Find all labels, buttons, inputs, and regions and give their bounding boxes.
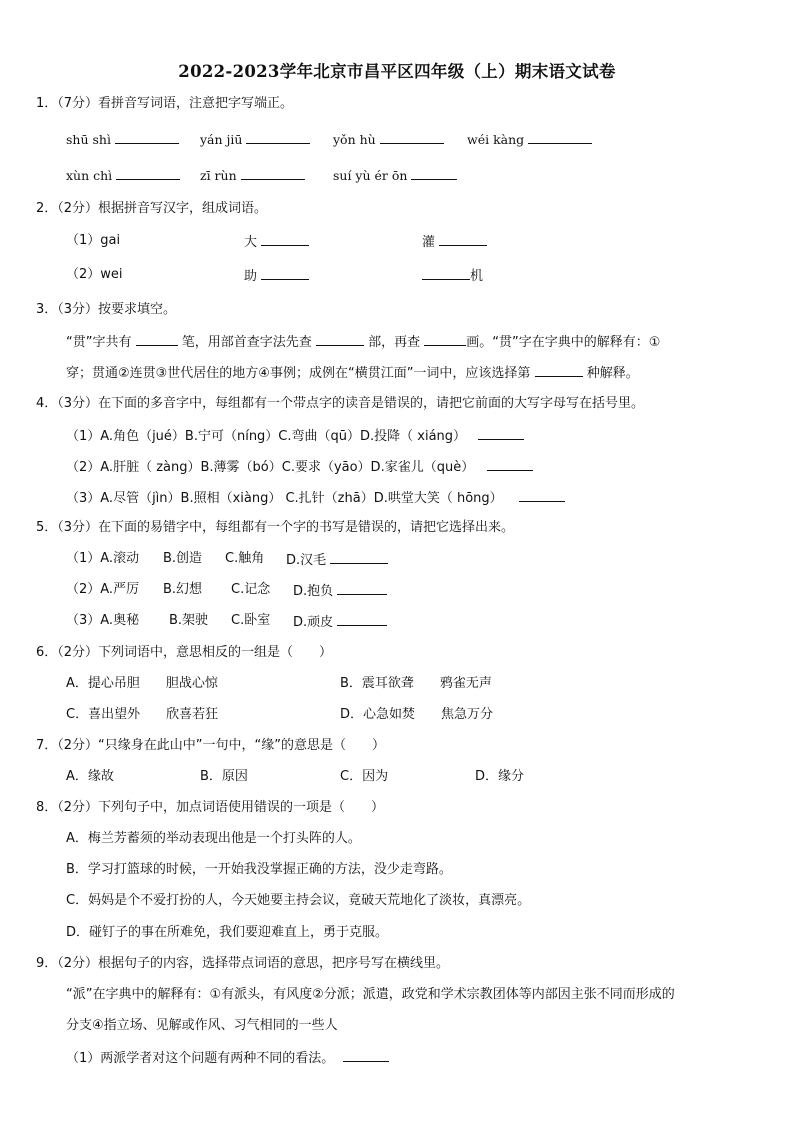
question-7-stem: 7．（2分）“只缘身在此山中”一句中，“缘”的意思是（ ） xyxy=(36,738,385,753)
q1-pinyin-2: yán jiū xyxy=(200,132,243,147)
q1-item-5 xyxy=(66,166,180,185)
q6-option-d[interactable]: D．心急如焚 焦急万分 xyxy=(340,707,494,722)
q1-item-4 xyxy=(467,130,592,149)
q5-r1-d xyxy=(286,550,388,570)
q1-pinyin-4: wéi kàng xyxy=(467,132,525,147)
question-9-stem: 9．（2分）根据句子的内容，选择带点词语的意思，把序号写在横线里。 xyxy=(36,956,450,971)
q3-l1-a: “贯”字共有 xyxy=(66,335,132,350)
q3-l1-b: 笔，用部首查字法先查 xyxy=(181,335,312,350)
q4-row-2-text: （2）A.肝脏（ zàng）B.薄雾（bó）C.要求（yāo）D.家雀儿（què） xyxy=(66,460,475,475)
q1-pinyin-1: shū shì xyxy=(66,132,111,147)
q3-l1-c: 部，再查 xyxy=(368,335,421,350)
q2-row-2-b xyxy=(422,266,483,286)
q7-option-a[interactable]: A．缘故 xyxy=(66,769,114,784)
q2-row-2-a xyxy=(244,266,309,286)
page-title: 2022-2023学年北京市昌平区四年级（上）期末语文试卷 xyxy=(178,62,616,81)
q3-l2-b: 种解释。 xyxy=(586,366,639,381)
q2-r2b-char: 机 xyxy=(470,269,484,284)
question-2-stem: 2．（2分）根据拼音写汉字，组成词语。 xyxy=(36,201,268,216)
q2-row-1-a xyxy=(244,232,309,252)
q4-row-2-blank[interactable] xyxy=(487,457,533,471)
q5-r1-a: （1）A.滚动 xyxy=(66,551,140,566)
q1-answer-blank-1[interactable] xyxy=(115,130,179,144)
q4-row-1-text: （1）A.角色（jué）B.宁可（níng）C.弯曲（qū）D.投降（ xiáng） xyxy=(66,429,467,444)
q2-r1a-blank[interactable] xyxy=(261,232,309,246)
q5-r2-d xyxy=(293,581,387,601)
q8-option-d[interactable]: D．碰钉子的事在所难免，我们要迎难直上，勇于克服。 xyxy=(66,925,389,940)
q5-r2-blank[interactable] xyxy=(337,581,387,595)
q4-row-2 xyxy=(66,457,533,477)
q3-blank-strokes[interactable] xyxy=(136,332,178,346)
q6-option-c[interactable]: C．喜出望外 欣喜若狂 xyxy=(66,707,219,722)
q1-answer-blank-3[interactable] xyxy=(380,130,444,144)
q4-row-1 xyxy=(66,426,524,446)
q5-r3-d xyxy=(293,612,387,632)
q1-item-1 xyxy=(66,130,179,149)
q5-r2-c: C.记念 xyxy=(231,582,271,597)
q1-item-6 xyxy=(200,166,305,185)
q2-r2a-char: 助 xyxy=(244,269,258,284)
q2-r1a-char: 大 xyxy=(244,235,258,250)
q9-definition-line-1: “派”在字典中的解释有：①有派头，有风度②分派；派遣，政党和学术宗教团体等内部因主张不同而形成的 xyxy=(66,987,675,1002)
q2-r1b-blank[interactable] xyxy=(439,232,487,246)
q9-sentence-1 xyxy=(66,1048,389,1068)
q5-r3-d-text: D.顽皮 xyxy=(293,615,334,630)
question-4-stem: 4．（3分）在下面的多音字中，每组都有一个带点字的读音是错误的，请把它前面的大写字母写在括号里。 xyxy=(36,396,645,411)
q1-answer-blank-6[interactable] xyxy=(241,166,305,180)
question-1-stem: 1．（7分）看拼音写词语，注意把字写端正。 xyxy=(36,96,294,111)
q1-pinyin-7: suí yù ér ōn xyxy=(333,168,408,183)
q7-option-d[interactable]: D．缘分 xyxy=(475,769,525,784)
q4-row-3-text: （3）A.尽管（jìn）B.照相（xiàng） C.扎针（zhā）D.哄堂大笑（ hōng） xyxy=(66,491,503,506)
q4-row-3 xyxy=(66,488,565,508)
q5-r3-b: B.架驶 xyxy=(169,613,209,628)
q6-option-b[interactable]: B．震耳欲聋 鸦雀无声 xyxy=(340,676,492,691)
q1-pinyin-3: yǒn hù xyxy=(333,132,376,147)
q3-line-1 xyxy=(66,332,660,352)
q9-sentence-1-text: （1）两派学者对这个问题有两种不同的看法。 xyxy=(66,1051,335,1066)
q3-blank-radical[interactable] xyxy=(316,332,364,346)
q2-row-2-label: （2）wei xyxy=(66,267,123,282)
q8-option-b[interactable]: B．学习打篮球的时候，一开始我没掌握正确的方法，没少走弯路。 xyxy=(66,862,452,877)
q1-pinyin-6: zī rùn xyxy=(200,168,237,183)
q7-option-c[interactable]: C．因为 xyxy=(340,769,389,784)
q1-item-7 xyxy=(333,166,457,185)
q5-r3-a: （3）A.奥秘 xyxy=(66,613,140,628)
q6-option-a[interactable]: A．提心吊胆 胆战心惊 xyxy=(66,676,218,691)
q9-sentence-1-blank[interactable] xyxy=(343,1048,389,1062)
q5-r2-a: （2）A.严厉 xyxy=(66,582,140,597)
q5-r3-c: C.卧室 xyxy=(231,613,271,628)
q4-row-3-blank[interactable] xyxy=(519,488,565,502)
q5-r2-b: B.幻想 xyxy=(163,582,203,597)
q5-r1-c: C.触角 xyxy=(225,551,265,566)
q9-definition-line-2: 分支④指立场、见解或作风、习气相同的一些人 xyxy=(66,1018,338,1033)
q1-item-2 xyxy=(200,130,310,149)
q5-r1-d-text: D.汉毛 xyxy=(286,553,327,568)
q8-option-a[interactable]: A．梅兰芳蓄须的举动表现出他是一个打头阵的人。 xyxy=(66,831,361,846)
q2-row-1-label: （1）gai xyxy=(66,233,121,248)
q3-l1-d: 画。“贯”字在字典中的解释有：① xyxy=(466,335,661,350)
question-6-stem: 6．（2分）下列词语中，意思相反的一组是（ ） xyxy=(36,645,333,660)
q3-l2-a: 穿；贯通②连贯③世代居住的地方④事例；成例在“横贯江面”一词中，应该选择第 xyxy=(66,366,531,381)
q3-blank-choice[interactable] xyxy=(535,363,583,377)
q8-option-c[interactable]: C．妈妈是个不爱打扮的人，今天她要主持会议，竟破天荒地化了淡妆，真漂亮。 xyxy=(66,893,531,908)
q3-line-2 xyxy=(66,363,639,383)
q5-r1-b: B.创造 xyxy=(163,551,203,566)
q5-r2-d-text: D.抱负 xyxy=(293,584,334,599)
question-8-stem: 8．（2分）下列句子中，加点词语使用错误的一项是（ ） xyxy=(36,800,385,815)
q2-r2a-blank[interactable] xyxy=(261,266,309,280)
q1-answer-blank-5[interactable] xyxy=(116,166,180,180)
q7-option-b[interactable]: B．原因 xyxy=(200,769,248,784)
q5-r3-blank[interactable] xyxy=(337,612,387,626)
q5-r1-blank[interactable] xyxy=(330,550,388,564)
question-5-stem: 5．（3分）在下面的易错字中，每组都有一个字的书写是错误的，请把它选择出来。 xyxy=(36,520,515,535)
q3-blank-count[interactable] xyxy=(424,332,466,346)
q1-item-3 xyxy=(333,130,444,149)
q2-r2b-blank[interactable] xyxy=(422,266,470,280)
q1-answer-blank-7[interactable] xyxy=(411,166,457,180)
q2-row-1-b xyxy=(422,232,487,252)
q1-answer-blank-2[interactable] xyxy=(246,130,310,144)
q4-row-1-blank[interactable] xyxy=(478,426,524,440)
q1-pinyin-5: xùn chì xyxy=(66,168,113,183)
q1-answer-blank-4[interactable] xyxy=(528,130,592,144)
q2-r1b-char: 灌 xyxy=(422,235,436,250)
question-3-stem: 3．（3分）按要求填空。 xyxy=(36,302,177,317)
